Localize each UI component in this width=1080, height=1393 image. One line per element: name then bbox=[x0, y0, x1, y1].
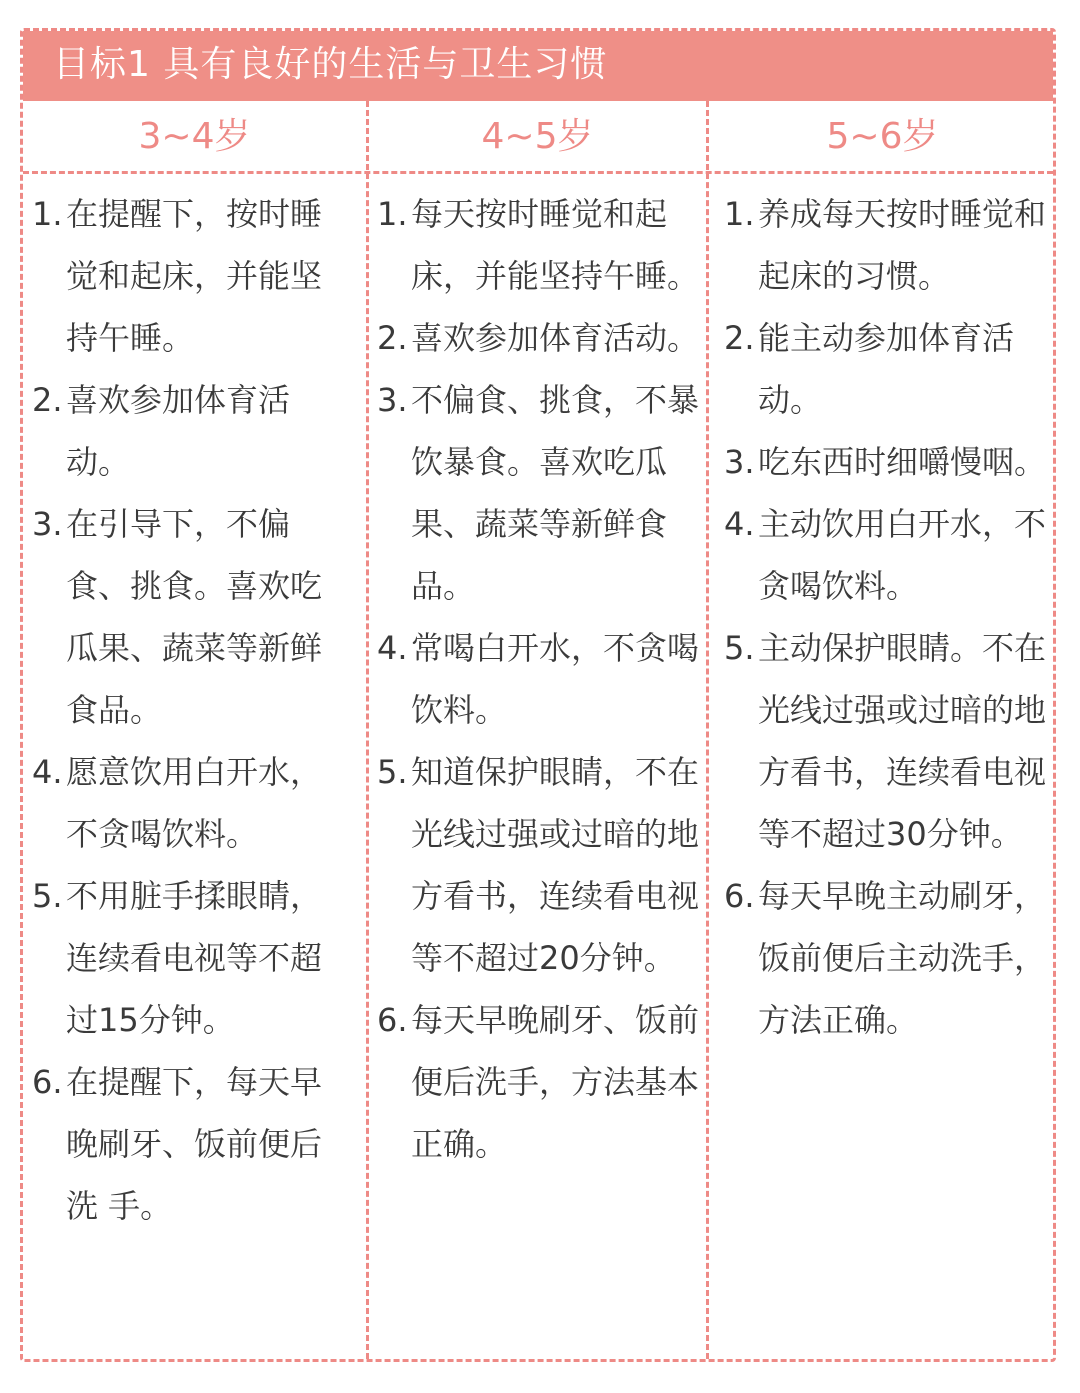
column-header-3-4: 3~4岁 bbox=[138, 116, 251, 157]
list-item bbox=[724, 865, 1046, 1051]
item-text: 常喝白开水，不贪喝饮料。 bbox=[411, 629, 700, 729]
item-number: 5. bbox=[724, 629, 755, 667]
item-number: 5. bbox=[377, 753, 408, 791]
title-bar bbox=[23, 31, 1053, 101]
item-text: 能主动参加体育活动。 bbox=[758, 319, 1015, 419]
item-text: 在引导下，不偏食、挑食。喜欢吃瓜果、蔬菜等新鲜食品。 bbox=[66, 505, 323, 729]
column-4-5-list bbox=[377, 183, 699, 1175]
item-number: 3. bbox=[377, 381, 408, 419]
item-text: 每天按时睡觉和起床，并能坚持午睡。 bbox=[411, 195, 700, 295]
item-number: 4. bbox=[724, 505, 755, 543]
item-number: 1. bbox=[724, 195, 755, 233]
item-number: 6. bbox=[377, 1001, 408, 1039]
column-3-4-list bbox=[32, 183, 350, 1237]
goal-title: 目标1 具有良好的生活与卫生习惯 bbox=[53, 44, 608, 85]
list-item bbox=[377, 369, 699, 617]
item-number: 2. bbox=[32, 381, 63, 419]
list-item bbox=[32, 865, 350, 1051]
item-text: 养成每天按时睡觉和起床的习惯。 bbox=[758, 195, 1047, 295]
list-item bbox=[32, 369, 350, 493]
item-number: 1. bbox=[377, 195, 408, 233]
goal-table bbox=[20, 28, 1056, 1362]
list-item bbox=[32, 183, 350, 369]
list-item bbox=[377, 307, 699, 369]
list-item bbox=[377, 617, 699, 741]
item-text: 喜欢参加体育活动。 bbox=[411, 319, 700, 357]
item-number: 5. bbox=[32, 877, 63, 915]
item-text: 愿意饮用白开水，不贪喝饮料。 bbox=[66, 753, 323, 853]
list-item bbox=[724, 183, 1046, 307]
item-text: 在提醒下，每天早晚刷牙、饭前便后洗 手。 bbox=[66, 1063, 323, 1225]
list-item bbox=[377, 741, 699, 989]
item-text: 吃东西时细嚼慢咽。 bbox=[758, 443, 1047, 481]
column-divider-1 bbox=[366, 101, 369, 1359]
item-number: 4. bbox=[32, 753, 63, 791]
item-text: 知道保护眼睛，不在光线过强或过暗的地方看书，连续看电视等不超过20分钟。 bbox=[411, 753, 700, 977]
list-item bbox=[724, 431, 1046, 493]
item-text: 在提醒下，按时睡觉和起床，并能坚持午睡。 bbox=[66, 195, 323, 357]
item-text: 不用脏手揉眼睛，连续看电视等不超过15分钟。 bbox=[66, 877, 323, 1039]
item-number: 6. bbox=[724, 877, 755, 915]
item-number: 1. bbox=[32, 195, 63, 233]
list-item bbox=[377, 183, 699, 307]
list-item bbox=[724, 307, 1046, 431]
item-text: 喜欢参加体育活动。 bbox=[66, 381, 291, 481]
list-item bbox=[724, 617, 1046, 865]
item-number: 4. bbox=[377, 629, 408, 667]
item-number: 2. bbox=[724, 319, 755, 357]
item-number: 3. bbox=[724, 443, 755, 481]
item-number: 6. bbox=[32, 1063, 63, 1101]
item-number: 3. bbox=[32, 505, 63, 543]
list-item bbox=[32, 741, 350, 865]
column-header-5-6: 5~6岁 bbox=[826, 116, 939, 157]
item-text: 不偏食、挑食，不暴饮暴食。喜欢吃瓜果、蔬菜等新鲜食品。 bbox=[411, 381, 700, 605]
item-text: 主动保护眼睛。不在光线过强或过暗的地方看书，连续看电视等不超过30分钟。 bbox=[758, 629, 1047, 853]
header-divider bbox=[23, 171, 1053, 174]
column-divider-2 bbox=[706, 101, 709, 1359]
list-item bbox=[377, 989, 699, 1175]
item-number: 2. bbox=[377, 319, 408, 357]
column-5-6-list bbox=[724, 183, 1046, 1051]
list-item bbox=[32, 493, 350, 741]
item-text: 每天早晚主动刷牙，饭前便后主动洗手，方法正确。 bbox=[758, 877, 1047, 1039]
item-text: 每天早晚刷牙、饭前便后洗手，方法基本正确。 bbox=[411, 1001, 700, 1163]
list-item bbox=[724, 493, 1046, 617]
item-text: 主动饮用白开水，不贪喝饮料。 bbox=[758, 505, 1047, 605]
list-item bbox=[32, 1051, 350, 1237]
column-header-4-5: 4~5岁 bbox=[481, 116, 594, 157]
